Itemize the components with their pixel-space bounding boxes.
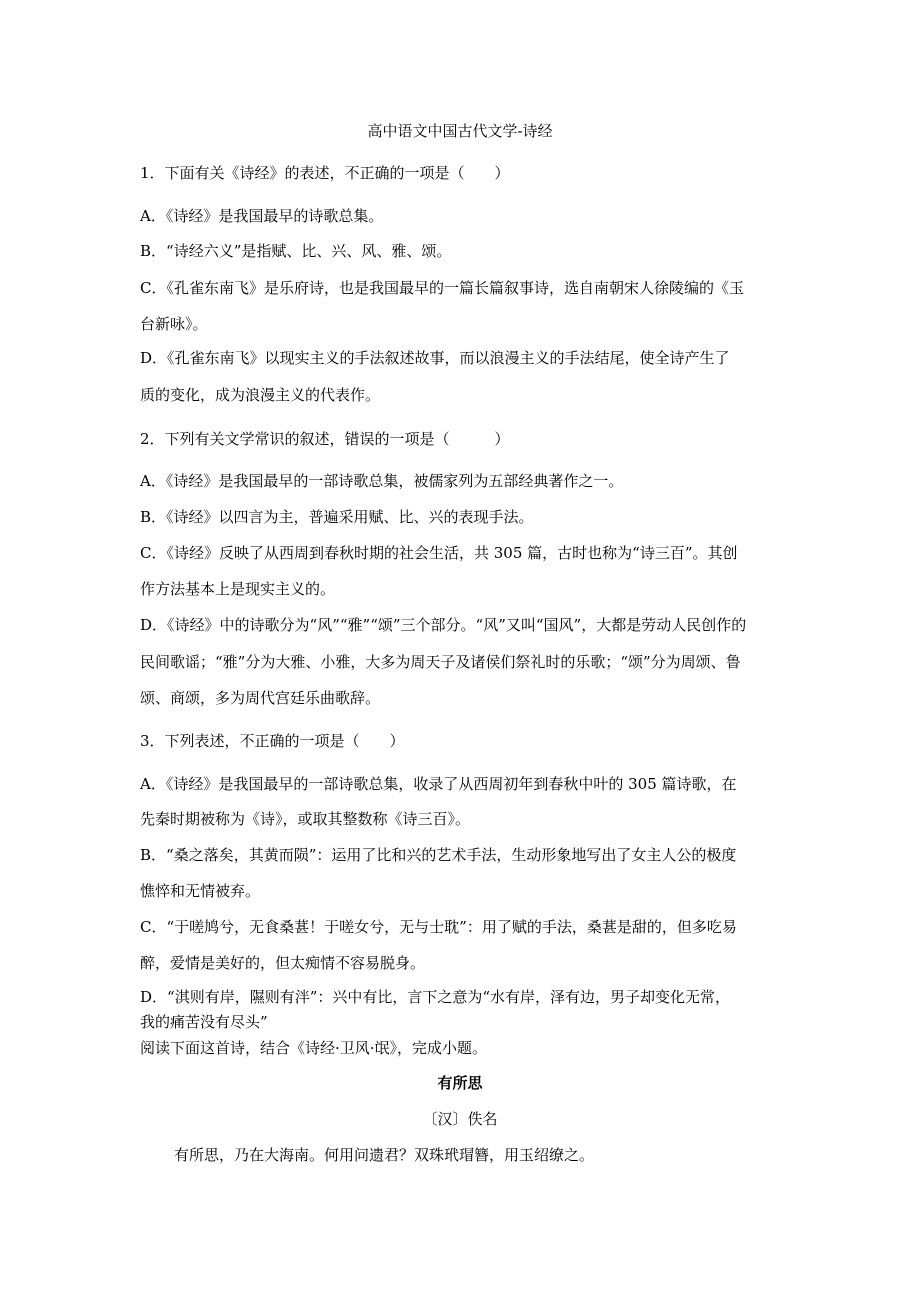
option-b: B．“桑之落矣，其黄而陨”：运用了比和兴的艺术手法，生动形象地写出了女主人公的极度 xyxy=(140,846,737,864)
option-a: A．《诗经》是我国最早的一部诗歌总集，被儒家列为五部经典著作之一。 xyxy=(140,472,624,490)
option-a: A．《诗经》是我国最早的一部诗歌总集，收录了从西周初年到春秋中叶的 305 篇诗歌，在 xyxy=(140,775,737,793)
option-c-cont: 台新咏》。 xyxy=(140,315,208,333)
poem-title: 有所思 xyxy=(437,1074,483,1092)
option-c-cont: 作方法基本上是现实主义的。 xyxy=(140,580,336,598)
question-stem: 1．下面有关《诗经》的表述，不正确的一项是（ ） xyxy=(140,164,510,182)
option-c: C．《孔雀东南飞》是乐府诗，也是我国最早的一篇长篇叙事诗，选自南朝宋人徐陵编的《玉 xyxy=(140,279,744,297)
option-d-cont: 我的痛苦没有尽头” xyxy=(140,1013,268,1031)
option-d-cont: 民间歌谣；“雅”分为大雅、小雅，大多为周天子及诸侯们祭礼时的乐歌；“颂”分为周颂、鲁 xyxy=(140,653,741,671)
option-d: D．《诗经》中的诗歌分为“风”“雅”“颂”三个部分。“风”又叫“国风”，大都是劳动人民创作的 xyxy=(140,616,747,634)
option-b: B．《诗经》以四言为主，普遍采用赋、比、兴的表现手法。 xyxy=(140,508,534,526)
option-c-cont: 醉，爱情是美好的，但太痴情不容易脱身。 xyxy=(140,954,426,972)
option-d: D．“淇则有岸，隰则有泮”：兴中有比，言下之意为“水有岸，泽有边，男子却变化无常， xyxy=(140,988,731,1006)
option-c: C．《诗经》反映了从西周到春秋时期的社会生活，共 305 篇，古时也称为“诗三百”。其创 xyxy=(140,544,738,562)
option-b: B．“诗经六义”是指赋、比、兴、风、雅、颂。 xyxy=(140,242,452,260)
reading-intro: 阅读下面这首诗，结合《诗经·卫风·氓》，完成小题。 xyxy=(140,1039,488,1057)
question-stem: 2．下列有关文学常识的叙述，错误的一项是（ ） xyxy=(140,430,510,448)
question-stem: 3．下列表述，不正确的一项是（ ） xyxy=(140,732,405,750)
document-title: 高中语文中国古代文学-诗经 xyxy=(367,122,553,140)
option-b-cont: 憔悴和无情被弃。 xyxy=(140,882,261,900)
option-d-cont-2: 颂、商颂，多为周代宫廷乐曲歌辞。 xyxy=(140,689,381,707)
poem-author: 〔汉〕佚名 xyxy=(422,1110,498,1128)
option-a-cont: 先秦时期被称为《诗》，或取其整数称《诗三百》。 xyxy=(140,810,471,828)
option-d: D．《孔雀东南飞》以现实主义的手法叙述故事，而以浪漫主义的手法结尾，使全诗产生了 xyxy=(140,349,730,367)
poem-line: 有所思，乃在大海南。何用问遗君？双珠玳瑁簪，用玉绍缭之。 xyxy=(174,1146,595,1164)
option-c: C．“于嗟鸠兮，无食桑葚！于嗟女兮，无与士耽”：用了赋的手法，桑葚是甜的，但多吃易 xyxy=(140,918,737,936)
option-a: A．《诗经》是我国最早的诗歌总集。 xyxy=(140,207,384,225)
option-d-cont: 质的变化，成为浪漫主义的代表作。 xyxy=(140,386,381,404)
